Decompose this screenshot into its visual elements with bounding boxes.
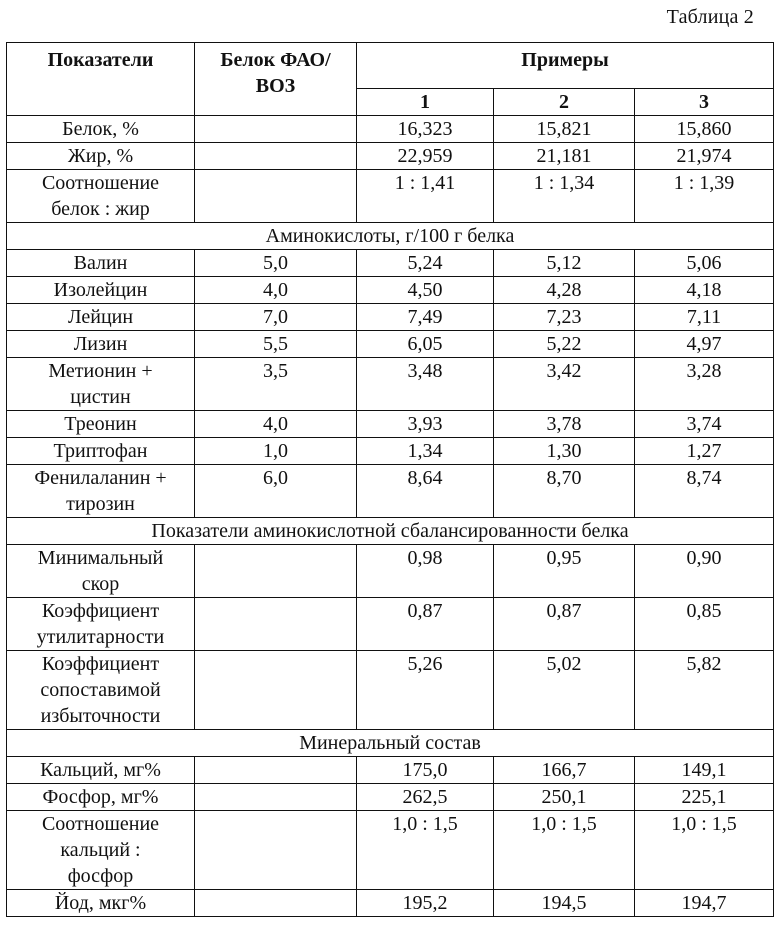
row-label	[7, 598, 195, 651]
row-label-line: Минимальный	[37, 547, 164, 569]
example-2-value: 8,70	[494, 465, 635, 518]
row-label: Треонин	[7, 411, 195, 438]
table-row	[7, 358, 774, 411]
fao-who-value: 6,0	[195, 465, 357, 518]
example-3-value: 1,27	[635, 438, 774, 465]
row-label-line: Соотношение	[41, 172, 160, 194]
table-row	[7, 784, 774, 811]
example-1-value: 195,2	[357, 890, 494, 917]
fao-who-value: 4,0	[195, 277, 357, 304]
row-label	[7, 545, 195, 598]
row-label: Изолейцин	[7, 277, 195, 304]
example-1-value: 0,87	[357, 598, 494, 651]
example-3-value: 15,860	[635, 116, 774, 143]
example-1-value: 4,50	[357, 277, 494, 304]
fao-who-value: 1,0	[195, 438, 357, 465]
example-2-value: 1 : 1,34	[494, 170, 635, 223]
example-2-value: 166,7	[494, 757, 635, 784]
fao-who-value	[195, 890, 357, 917]
example-1-value: 3,93	[357, 411, 494, 438]
example-3-value: 149,1	[635, 757, 774, 784]
example-1-value: 1 : 1,41	[357, 170, 494, 223]
fao-who-value	[195, 116, 357, 143]
table-row	[7, 411, 774, 438]
example-1-value: 3,48	[357, 358, 494, 411]
header-example-2: 2	[494, 89, 635, 116]
fao-who-value	[195, 170, 357, 223]
header-example-1: 1	[357, 89, 494, 116]
example-3-value: 0,85	[635, 598, 774, 651]
fao-who-value	[195, 757, 357, 784]
example-3-value: 7,11	[635, 304, 774, 331]
example-2-value: 7,23	[494, 304, 635, 331]
row-label: Жир, %	[7, 143, 195, 170]
data-table	[6, 42, 774, 917]
example-2-value: 5,02	[494, 651, 635, 730]
example-3-value: 4,18	[635, 277, 774, 304]
row-label-line: кальций :	[60, 839, 141, 861]
table-row	[7, 277, 774, 304]
example-2-value: 250,1	[494, 784, 635, 811]
table-row	[7, 465, 774, 518]
table-row	[7, 116, 774, 143]
example-2-value: 1,0 : 1,5	[494, 811, 635, 890]
table-row	[7, 545, 774, 598]
row-label	[7, 358, 195, 411]
row-label	[7, 465, 195, 518]
example-2-value: 3,78	[494, 411, 635, 438]
table-row	[7, 651, 774, 730]
row-label-line: Фенилаланин +	[34, 467, 167, 489]
example-1-value: 22,959	[357, 143, 494, 170]
row-label: Валин	[7, 250, 195, 277]
row-label: Фосфор, мг%	[7, 784, 195, 811]
section-amino-acids: Аминокислоты, г/100 г белка	[7, 223, 774, 250]
example-3-value: 4,97	[635, 331, 774, 358]
example-1-value: 7,49	[357, 304, 494, 331]
table-row	[7, 438, 774, 465]
fao-who-value	[195, 784, 357, 811]
example-3-value: 0,90	[635, 545, 774, 598]
row-label-line: Соотношение	[41, 813, 160, 835]
header-fao-who: Белок ФАО/ВОЗ	[195, 43, 357, 116]
row-label-line: скор	[81, 573, 120, 595]
example-2-value: 0,87	[494, 598, 635, 651]
header-indicator: Показатели	[7, 43, 195, 116]
row-label-line: Коэффициент	[41, 653, 160, 675]
table-row	[7, 598, 774, 651]
row-label: Белок, %	[7, 116, 195, 143]
row-label-line: Метионин +	[48, 360, 153, 382]
section-row	[7, 730, 774, 757]
row-label: Лейцин	[7, 304, 195, 331]
example-3-value: 21,974	[635, 143, 774, 170]
table-row	[7, 890, 774, 917]
row-label-line: белок : жир	[51, 198, 150, 220]
example-2-value: 5,22	[494, 331, 635, 358]
row-label	[7, 170, 195, 223]
table-row	[7, 143, 774, 170]
fao-who-value: 5,5	[195, 331, 357, 358]
example-3-value: 5,06	[635, 250, 774, 277]
example-2-value: 194,5	[494, 890, 635, 917]
example-3-value: 1,0 : 1,5	[635, 811, 774, 890]
fao-who-value	[195, 598, 357, 651]
example-2-value: 15,821	[494, 116, 635, 143]
row-label: Кальций, мг%	[7, 757, 195, 784]
example-1-value: 262,5	[357, 784, 494, 811]
example-1-value: 6,05	[357, 331, 494, 358]
example-3-value: 194,7	[635, 890, 774, 917]
row-label-line: тирозин	[66, 493, 135, 515]
row-label	[7, 811, 195, 890]
table-caption: Таблица 2	[666, 6, 754, 28]
example-1-value: 5,26	[357, 651, 494, 730]
fao-who-value	[195, 143, 357, 170]
row-label	[7, 651, 195, 730]
row-label: Лизин	[7, 331, 195, 358]
fao-who-value	[195, 811, 357, 890]
fao-who-value	[195, 651, 357, 730]
row-label-line: избыточности	[40, 705, 161, 727]
example-3-value: 3,28	[635, 358, 774, 411]
table-row	[7, 170, 774, 223]
example-2-value: 3,42	[494, 358, 635, 411]
row-label-line: фосфор	[67, 865, 134, 887]
example-2-value: 1,30	[494, 438, 635, 465]
row-label: Триптофан	[7, 438, 195, 465]
example-2-value: 21,181	[494, 143, 635, 170]
example-3-value: 225,1	[635, 784, 774, 811]
example-1-value: 5,24	[357, 250, 494, 277]
example-1-value: 175,0	[357, 757, 494, 784]
example-3-value: 1 : 1,39	[635, 170, 774, 223]
section-row	[7, 518, 774, 545]
example-1-value: 16,323	[357, 116, 494, 143]
row-label-line: цистин	[70, 386, 131, 408]
header-examples: Примеры	[357, 43, 774, 89]
row-label-line: утилитарности	[36, 626, 165, 648]
table-row	[7, 250, 774, 277]
example-1-value: 0,98	[357, 545, 494, 598]
fao-who-value: 5,0	[195, 250, 357, 277]
example-3-value: 5,82	[635, 651, 774, 730]
fao-who-value: 7,0	[195, 304, 357, 331]
example-1-value: 8,64	[357, 465, 494, 518]
example-2-value: 4,28	[494, 277, 635, 304]
row-label-line: Коэффициент	[41, 600, 160, 622]
fao-who-value: 4,0	[195, 411, 357, 438]
example-3-value: 3,74	[635, 411, 774, 438]
example-1-value: 1,0 : 1,5	[357, 811, 494, 890]
table-row	[7, 811, 774, 890]
row-label: Йод, мкг%	[7, 890, 195, 917]
example-1-value: 1,34	[357, 438, 494, 465]
section-mineral: Минеральный состав	[7, 730, 774, 757]
example-2-value: 5,12	[494, 250, 635, 277]
section-row	[7, 223, 774, 250]
example-2-value: 0,95	[494, 545, 635, 598]
example-3-value: 8,74	[635, 465, 774, 518]
row-label-line: сопоставимой	[40, 679, 161, 701]
section-amino-balance: Показатели аминокислотной сбалансированности белка	[7, 518, 774, 545]
fao-who-value	[195, 545, 357, 598]
fao-who-value: 3,5	[195, 358, 357, 411]
header-example-3: 3	[635, 89, 774, 116]
table-row	[7, 757, 774, 784]
table-row	[7, 331, 774, 358]
table-row	[7, 304, 774, 331]
